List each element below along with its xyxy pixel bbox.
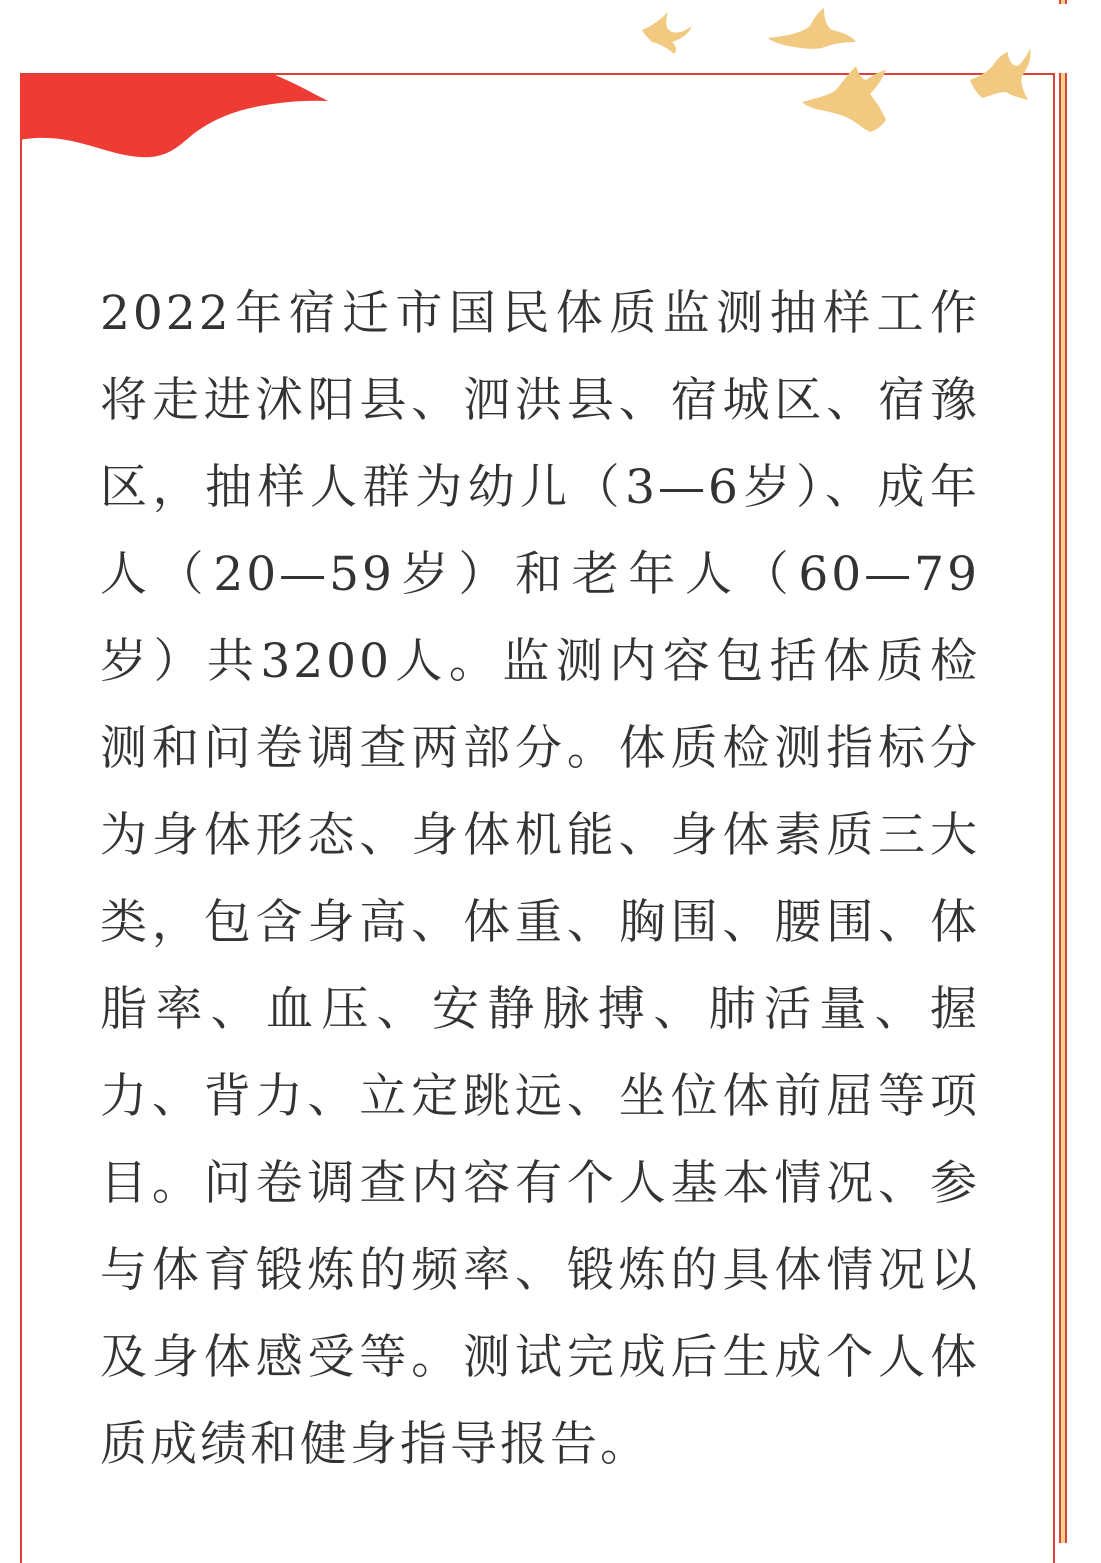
red-flag-icon <box>20 73 340 173</box>
dove-icon <box>970 48 1031 100</box>
dove-icon <box>768 8 856 49</box>
dove-icon <box>642 12 692 54</box>
doves-decoration <box>620 0 1050 160</box>
top-stripe <box>1059 0 1067 4</box>
body-paragraph: 2022年宿迁市国民体质监测抽样工作将走进沭阳县、泗洪县、宿城区、宿豫区，抽样人群为幼儿（3—6岁）、成年人（20—59岁）和老年人（60—79岁）共3200人。监测内容包括体质检测和问卷调查两部分。体质检测指标分为身体形态、身体机能、身体素质三大类，包含身高、体重、胸围、腰围、体脂率、血压、安静脉搏、肺活量、握力、背力、立定跳远、坐位体前屈等项目。问卷调查内容有个人基本情况、参与体育锻炼的频率、锻炼的具体情况以及身体感受等。测试完成后生成个人体质成绩和健身指导报告。 <box>100 286 980 1472</box>
side-stripe <box>1059 73 1067 1543</box>
dove-icon <box>802 66 886 132</box>
